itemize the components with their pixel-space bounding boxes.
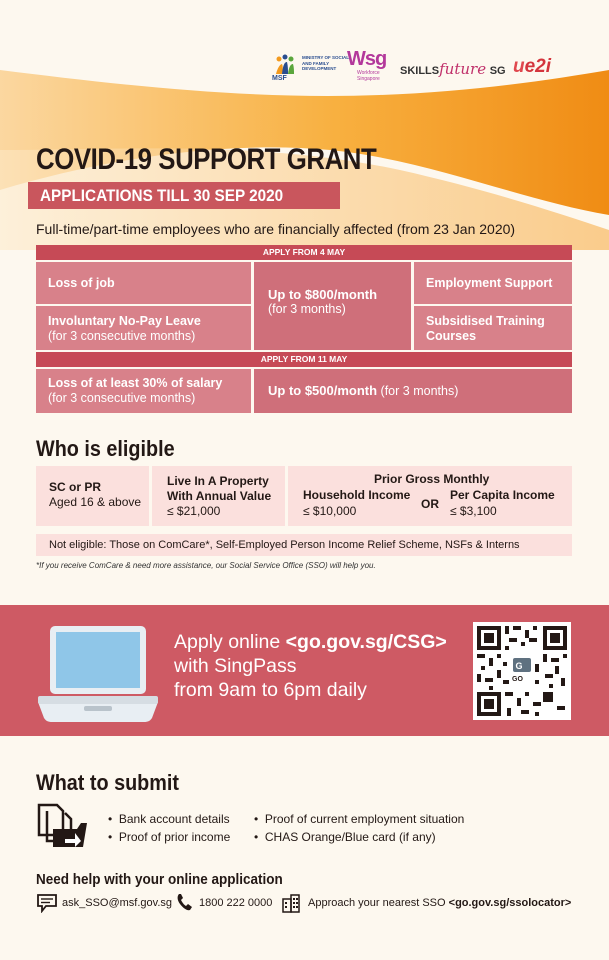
help-title: Need help with your online application bbox=[36, 871, 283, 888]
help-phone[interactable]: 1800 222 0000 bbox=[199, 897, 273, 909]
loss-of-job-cell bbox=[36, 262, 251, 304]
amount-800-text: Up to $800/month bbox=[268, 287, 378, 302]
msf-abbr: MSF bbox=[272, 75, 287, 82]
apply-hours: from 9am to 6pm daily bbox=[174, 679, 367, 701]
sc-pr-text: SC or PR bbox=[49, 480, 102, 494]
loss-of-job-text: Loss of job bbox=[48, 276, 115, 290]
comcare-footnote: *If you receive ComCare & need more assistance, our Social Service Office (SSO) will help you. bbox=[36, 561, 376, 570]
submit-item-employment-text: Proof of current employment situation bbox=[264, 812, 465, 826]
amount-500-cell bbox=[254, 369, 572, 413]
employment-support-text: Employment Support bbox=[426, 276, 553, 290]
page-title: COVID-19 SUPPORT GRANT bbox=[36, 143, 377, 176]
wsg-logo-subtext: Workforce Singapore bbox=[357, 70, 380, 82]
msf-people-icon bbox=[274, 54, 296, 76]
income-header: Prior Gross Monthly bbox=[374, 472, 490, 486]
not-eligible-bar bbox=[36, 534, 572, 556]
per-capita-income-label: Per Capita Income bbox=[450, 488, 555, 502]
submit-item-employment: • Proof of current employment situation bbox=[254, 812, 465, 826]
submit-item-income: • Proof of prior income bbox=[108, 830, 231, 844]
svg-text:G: G bbox=[515, 661, 523, 671]
nopay-leave-text: Involuntary No-Pay Leave bbox=[48, 314, 201, 328]
subsidised-training-cell bbox=[414, 306, 572, 350]
skillsfuture-sg: SG bbox=[489, 65, 506, 77]
amount-500-text: Up to $500/month bbox=[268, 383, 378, 398]
nopay-leave-note: (for 3 consecutive months) bbox=[48, 329, 196, 343]
partner-logos bbox=[272, 50, 602, 88]
subsidised-training-text-2: Courses bbox=[426, 329, 477, 343]
help-sso-url[interactable]: <go.gov.sg/ssolocator> bbox=[448, 897, 572, 909]
skillsfuture-future: future bbox=[439, 60, 487, 78]
laptop-icon bbox=[38, 626, 158, 722]
skillsfuture-skills: SKILLS bbox=[400, 65, 440, 77]
subsidised-training-text: Subsidised Training bbox=[426, 314, 545, 328]
e2i-logo-text: e2i bbox=[524, 56, 552, 77]
qr-go-label: GO bbox=[512, 676, 523, 683]
citizenship-cell bbox=[36, 466, 149, 526]
salary-loss-note: (for 3 consecutive months) bbox=[48, 391, 196, 405]
property-text: Live In A Property bbox=[167, 474, 269, 488]
skillsfuture-logo bbox=[400, 60, 510, 78]
apply-from-11-may-bar: APPLY FROM 11 MAY bbox=[36, 352, 572, 367]
apply-singpass: with SingPass bbox=[174, 655, 297, 677]
salary-loss-text: Loss of at least 30% of salary bbox=[48, 376, 223, 390]
help-sso-text: Approach your nearest SSO bbox=[308, 897, 449, 909]
property-value: ≤ $21,000 bbox=[167, 504, 221, 518]
orange-swoosh-background bbox=[0, 0, 609, 250]
household-income-label: Household Income bbox=[303, 488, 411, 502]
property-cell bbox=[152, 466, 285, 526]
employment-support-cell bbox=[414, 262, 572, 304]
amount-800-cell bbox=[254, 262, 411, 350]
salary-loss-cell bbox=[36, 369, 251, 413]
submit-item-bank-text: Bank account details bbox=[118, 812, 230, 826]
eligibility-title: Who is eligible bbox=[36, 436, 175, 461]
deadline-banner bbox=[28, 182, 340, 209]
submit-item-bank: • Bank account details bbox=[108, 812, 230, 826]
per-capita-income-value: ≤ $3,100 bbox=[450, 504, 497, 518]
deadline-banner-text: APPLICATIONS TILL 30 SEP 2020 bbox=[40, 186, 284, 205]
documents-icon bbox=[37, 801, 89, 849]
nopay-leave-cell bbox=[36, 306, 251, 350]
not-eligible-text: Not eligible: Those on ComCare*, Self-Employed Person Income Relief Scheme, NSFs & Interns bbox=[49, 539, 520, 551]
amount-500-note: (for 3 months) bbox=[377, 384, 459, 398]
age-text: Aged 16 & above bbox=[49, 495, 142, 509]
household-income-value: ≤ $10,000 bbox=[303, 504, 357, 518]
apply-from-4-may-bar: APPLY FROM 4 MAY bbox=[36, 245, 572, 260]
submit-item-income-text: Proof of prior income bbox=[118, 830, 231, 844]
or-label: OR bbox=[421, 497, 439, 511]
submit-title: What to submit bbox=[36, 770, 179, 795]
building-icon bbox=[281, 893, 301, 913]
msf-full-name: MINISTRY OF SOCIAL AND FAMILY DEVELOPMENT bbox=[302, 55, 349, 71]
help-sso bbox=[308, 897, 571, 909]
apply-url[interactable]: <go.gov.sg/CSG> bbox=[285, 631, 447, 653]
property-text-2: With Annual Value bbox=[167, 489, 272, 503]
submit-item-chas: • CHAS Orange/Blue card (if any) bbox=[254, 830, 436, 844]
help-email[interactable]: ask_SSO@msf.gov.sg bbox=[62, 897, 172, 909]
apply-online-prefix: Apply online bbox=[174, 631, 286, 653]
e2i-logo: ue2i bbox=[513, 56, 552, 77]
chat-icon bbox=[36, 893, 58, 913]
qr-code-pattern bbox=[473, 622, 571, 720]
apply-online-text bbox=[174, 630, 447, 702]
income-cell bbox=[288, 466, 572, 526]
qr-code[interactable] bbox=[473, 622, 571, 720]
subtitle: Full-time/part-time employees who are financially affected (from 23 Jan 2020) bbox=[36, 221, 516, 237]
wsg-logo bbox=[347, 50, 397, 88]
phone-icon bbox=[176, 892, 194, 912]
submit-item-chas-text: CHAS Orange/Blue card (if any) bbox=[264, 830, 436, 844]
amount-800-note: (for 3 months) bbox=[268, 302, 346, 316]
wsg-logo-text: Wsg bbox=[347, 48, 387, 70]
